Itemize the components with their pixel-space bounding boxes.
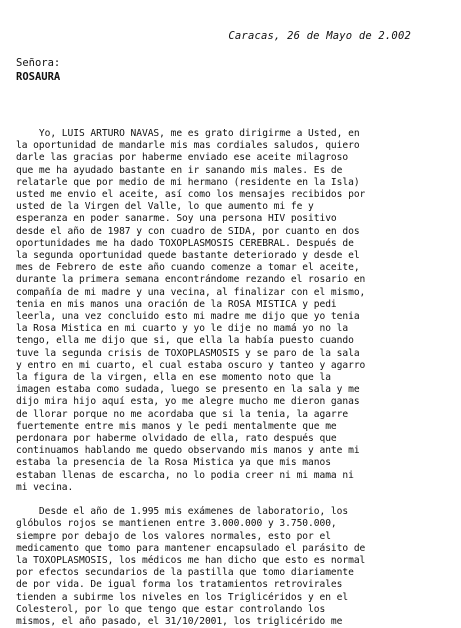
- paragraph-1: [16, 128, 446, 494]
- text-line: mismos, el año pasado, el 31/10/2001, los triglicérido me: [16, 615, 343, 627]
- greeting: Señora:: [16, 57, 61, 69]
- letter-date: Caracas, 26 de Mayo de 2.002: [228, 30, 411, 42]
- text-line: la oportunidad de mandarle mis mas cordiales saludos, quiero: [16, 140, 360, 152]
- text-line: estaba la presencia de la Rosa Mistica ya que mis manos: [16, 457, 331, 469]
- text-line: por efectos secundarios de la pastilla que tomo diariamente: [16, 567, 354, 579]
- text-line: tengo, ella me dijo que si, que ella la había puesto cuando: [16, 335, 354, 347]
- text-line: imagen estaba como sudada, luego se presento en la sala y me: [16, 384, 360, 396]
- text-line: y entro en mi cuarto, el cual estaba oscuro y tanteo y agarro: [16, 359, 366, 371]
- recipient-name: ROSAURA: [16, 71, 61, 83]
- text-line: esperanza en poder sanarme. Soy una persona HIV positivo: [16, 213, 337, 225]
- text-line: darle las gracias por haberme enviado ese aceite milagroso: [16, 152, 349, 164]
- text-line: la Rosa Mistica en mi cuarto y yo le dije no mamá yo no la: [16, 323, 349, 335]
- text-line: la TOXOPLASMOSIS, los médicos me han dicho que esto es normal: [16, 554, 366, 566]
- text-line: de llorar porque no me acordaba que si la tenia, la agarre: [16, 408, 349, 420]
- letter-body: [16, 128, 446, 628]
- text-line: dijo mira hijo aquí esta, yo me alegre mucho me dieron ganas: [16, 396, 360, 408]
- text-line: relatarle que por medio de mi hermano (residente en la Isla): [16, 176, 360, 188]
- text-line: continuamos hablando me quedo observando mis manos y ante mi: [16, 445, 360, 457]
- text-line: Yo, LUIS ARTURO NAVAS, me es grato dirigirme a Usted, en: [16, 128, 360, 139]
- text-line: de por vida. De igual forma los tratamientos retrovirales: [16, 579, 343, 591]
- text-line: usted me envio el aceite, así como los mensajes recibidos por: [16, 189, 366, 201]
- text-line: tenia en mis manos una oración de la ROSA MISTICA y pedi: [16, 298, 337, 310]
- text-line: la segunda oportunidad quede bastante deteriorado y desde el: [16, 250, 360, 262]
- salutation-block: [16, 56, 60, 84]
- text-line: tuve la segunda crisis de TOXOPLASMOSIS y se paro de la sala: [16, 347, 360, 359]
- paragraph-gap: [16, 494, 446, 506]
- text-line: mes de Febrero de este año cuando comenze a tomar el aceite,: [16, 262, 360, 274]
- text-line: Colesterol, por lo que tengo que estar controlando los: [16, 603, 326, 615]
- text-line: estaban llenas de escarcha, no lo podia creer ni mi mama ni: [16, 469, 354, 481]
- text-line: durante la primera semana encontrándome rezando el rosario en: [16, 274, 366, 286]
- text-line: usted de la Virgen del Valle, lo que aumento mi fe y: [16, 201, 314, 213]
- text-line: siempre por debajo de los valores normales, esto por el: [16, 530, 331, 542]
- text-line: medicamento que tomo para mantener encapsulado el parásito de: [16, 542, 366, 554]
- text-line: Desde el año de 1.995 mis exámenes de laboratorio, los: [16, 506, 349, 518]
- text-line: la figura de la virgen, ella en ese momento noto que la: [16, 372, 331, 384]
- text-line: que me ha ayudado bastante en ir sanando mis males. Es de: [16, 164, 343, 176]
- text-line: desde el año de 1987 y con cuadro de SIDA, por cuanto en dos: [16, 225, 360, 237]
- text-line: oportunidades me ha dado TOXOPLASMOSIS CEREBRAL. Después de: [16, 237, 354, 249]
- text-line: perdonara por haberme olvidado de ella, rato después que: [16, 433, 337, 445]
- text-line: glóbulos rojos se mantienen entre 3.000.000 y 3.750.000,: [16, 518, 337, 530]
- text-line: mi vecina.: [16, 481, 74, 493]
- text-line: leerla, una vez concluido esto mi madre me dijo que yo tenia: [16, 311, 360, 323]
- text-line: fuertemente entre mis manos y le pedi mentalmente que me: [16, 420, 337, 432]
- text-line: tienden a subirme los niveles en los Triglicéridos y en el: [16, 591, 349, 603]
- text-line: compañía de mi madre y una vecina, al finalizar con el mismo,: [16, 286, 366, 298]
- paragraph-2: [16, 506, 446, 628]
